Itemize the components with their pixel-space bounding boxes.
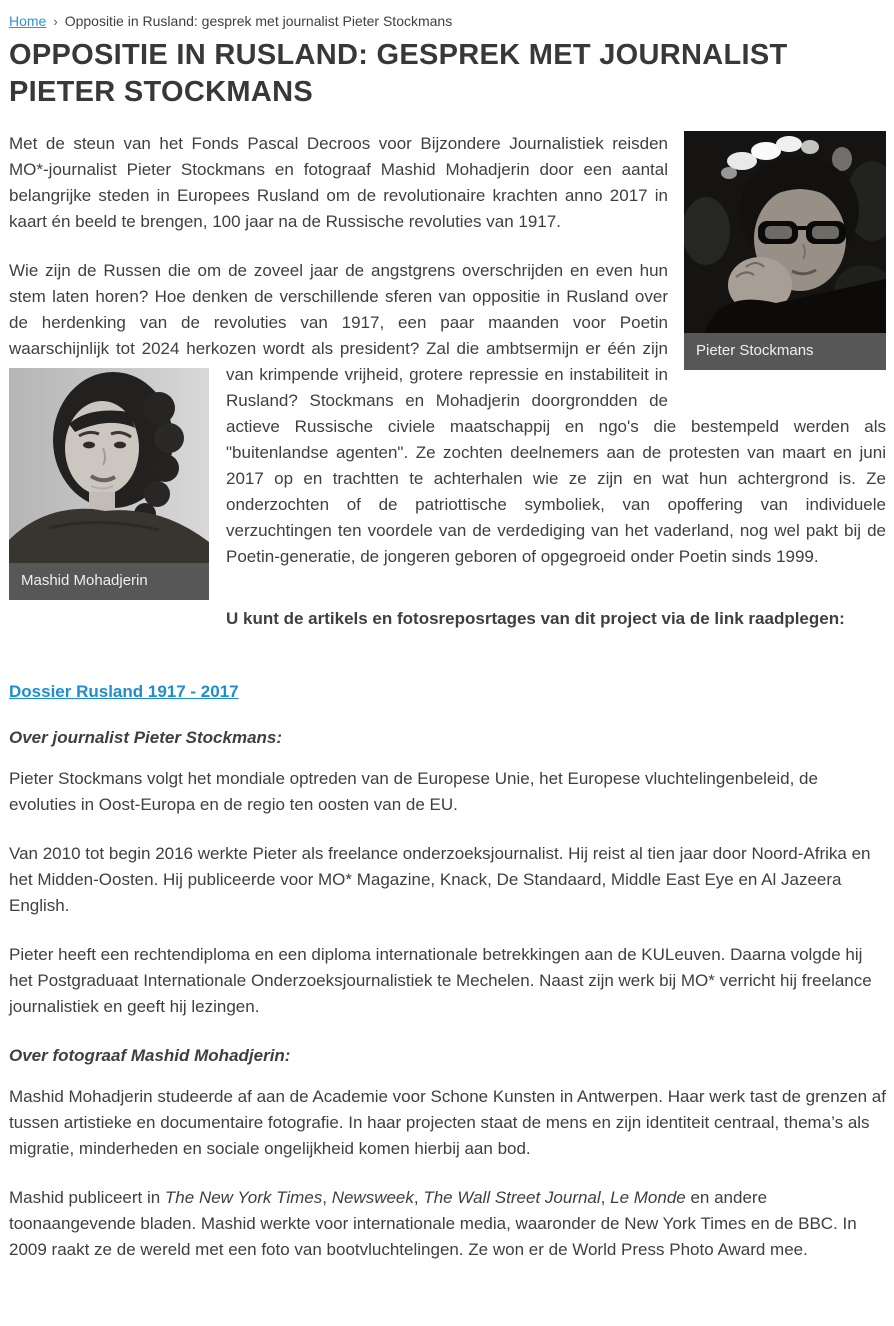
dossier-rusland-link[interactable]: Dossier Rusland 1917 - 2017 xyxy=(9,682,239,701)
pieter-stockmans-photo xyxy=(684,131,886,370)
dossier-link-paragraph xyxy=(9,655,886,705)
mashid-bio-paragraph-2: Mashid publiceert in The New York Times, Newsweek, The Wall Street Journal, Le Monde en andere toonaangevende bladen. Mashid werkte voor internationale media, waaronder de New York Times en de BBC. In 2009 raakt ze de wereld met een foto van bootvluchtelingen. Ze won er de World Press Photo Award mee. xyxy=(9,1188,857,1259)
pieter-bio-paragraph-3: Pieter heeft een rechtendiploma en een diploma internationale betrekkingen aan de KULeuven. Daarna volgde hij het Postgraduaat Internationale Onderzoeksjournalistiek te Mechelen. Naast zijn werk bij MO* verricht hij freelance journalistiek en geeft hij lezingen. xyxy=(9,945,872,1016)
pieter-bio-paragraph-1: Pieter Stockmans volgt het mondiale optreden van de Europese Unie, het Europese vluchtelingenbeleid, de evoluties in Oost-Europa en de regio ten oosten van de EU. xyxy=(9,769,818,814)
breadcrumb-home-link[interactable]: Home xyxy=(9,13,47,29)
pieter-stockmans-portrait-image xyxy=(684,131,886,333)
article-body xyxy=(9,131,886,1263)
mashid-mohadjerin-photo xyxy=(9,368,209,600)
mashid-mohadjerin-portrait-image xyxy=(9,368,209,563)
photo-caption-mashid: Mashid Mohadjerin xyxy=(9,563,209,600)
breadcrumb-current: Oppositie in Rusland: gesprek met journalist Pieter Stockmans xyxy=(64,13,453,29)
photo-caption-pieter: Pieter Stockmans xyxy=(684,333,886,370)
page-title: OPPOSITIE IN RUSLAND: GESPREK MET JOURNALIST PIETER STOCKMANS xyxy=(9,39,788,108)
project-link-intro: U kunt de artikels en fotosreposrtages van dit project via de link raadplegen: xyxy=(226,609,845,628)
section-heading-mashid: Over fotograaf Mashid Mohadjerin: xyxy=(9,1046,291,1065)
mashid-bio-paragraph-1: Mashid Mohadjerin studeerde af aan de Academie voor Schone Kunsten in Antwerpen. Haar werk tast de grenzen af tussen artistieke en documentaire fotografie. In haar projecten staat de mens en zijn identiteit centraal, thema’s als migratie, minderheden en sociale ongelijkheid komen hierbij aan bod. xyxy=(9,1087,886,1158)
main-paragraph-part1: Wie zijn de Russen die om de zoveel jaar de angstgrens overschrijden en even hun stem laten horen? Hoe denken de verschillende sferen van oppositie in Rusland over de herdenking van de revoluties van 1917, een paar maanden voor Poetin waarschijnlijk tot 2024 herkozen wordt als president? Zal die ambtsermijn er één zijn van krimpende vrijheid, grotere repressie xyxy=(9,261,668,384)
section-heading-pieter: Over journalist Pieter Stockmans: xyxy=(9,728,283,747)
main-paragraph-part2: en instabiliteit in Rusland? Stockmans en Mohadjerin doorgrondden de actieve Russische civiele maatschappij en ngo's die bestempeld werden als "buitenlandse agenten". Ze zochten deelnemers aan de protesten van maart en juni 2017 op en trachtten te achterhalen wie ze zijn en wat hun achtergrond is. Ze onderzochten of de patriottische symboliek, van opoffering van individuele verzuchtingen ten voordele van de verdediging van het vaderland, nog wel pakt bij de Poetin-generatie, de jongeren geboren of opgegroeid onder Poetin sinds 1999. xyxy=(226,365,886,566)
intro-paragraph-text: Met de steun van het Fonds Pascal Decroos voor Bijzondere Journalistiek reisden MO*-journalist Pieter Stockmans en fotograaf Mashid Mohadjerin door een aantal belangrijke steden in Europees Rusland om de revolutionaire krachten anno 2017 in kaart én beeld te brengen, 100 jaar na de Russische revoluties van 1917. xyxy=(9,134,668,231)
breadcrumb xyxy=(9,12,886,31)
pieter-bio-paragraph-2: Van 2010 tot begin 2016 werkte Pieter als freelance onderzoeksjournalist. Hij reist al tien jaar door Noord-Afrika en het Midden-Oosten. Hij publiceerde voor MO* Magazine, Knack, De Standaard, Middle East Eye en Al Jazeera English. xyxy=(9,844,871,915)
breadcrumb-separator-icon: › xyxy=(53,14,58,29)
